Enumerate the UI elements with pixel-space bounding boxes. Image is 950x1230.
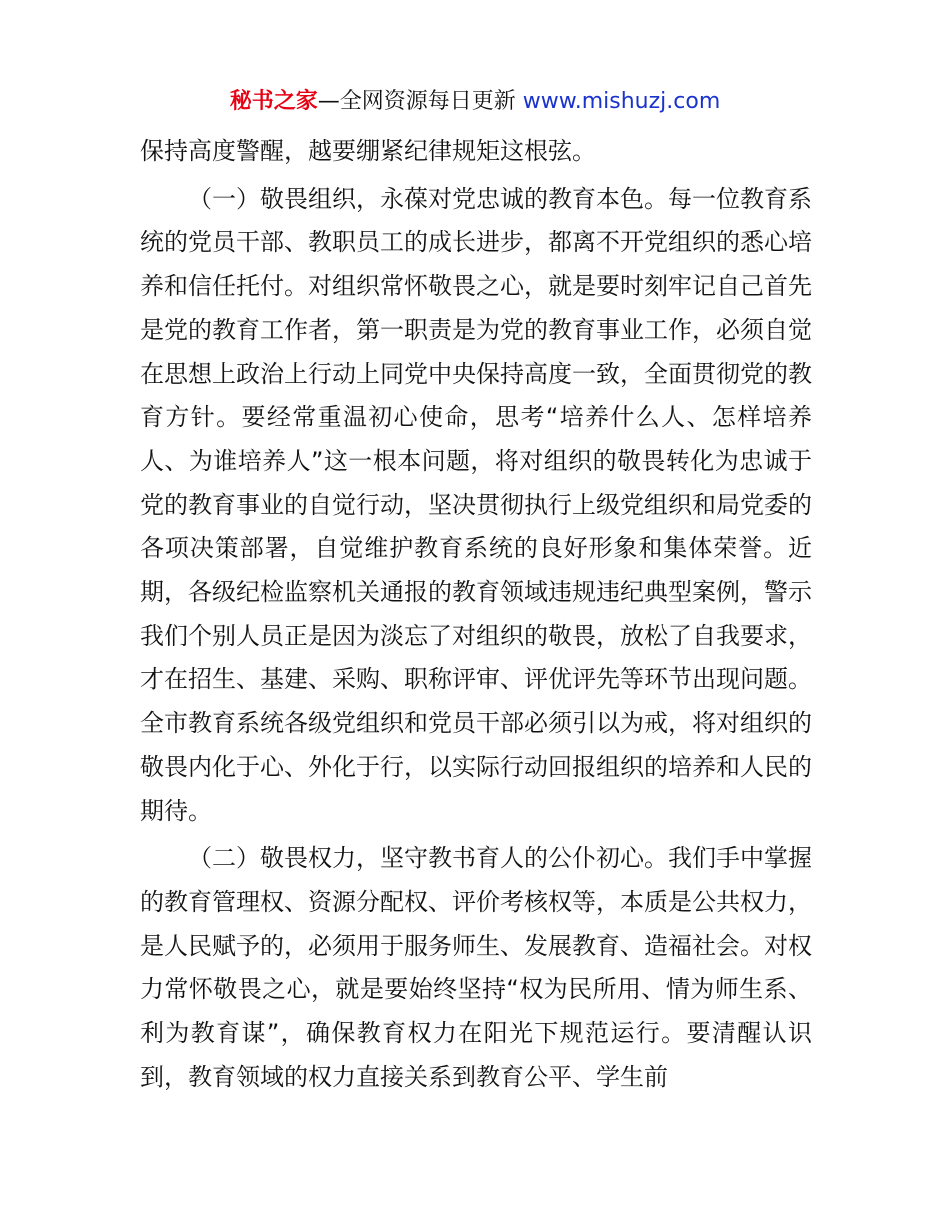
header-tagline: —全网资源每日更新 [317,89,523,114]
document-body [140,130,812,1099]
paragraph-respect-power: （二）敬畏权力，坚守教书育人的公仆初心。我们手中掌握的教育管理权、资源分配权、评价考核权等，本质是公共权力，是人民赋予的，必须用于服务师生、发展教育、造福社会。对权力常怀敬畏之心，就是要始终坚持“权为民所用、情为师生系、利为教育谋”，确保教育权力在阳光下规范运行。要清醒认识到，教育领域的权力直接关系到教育公平、学生前 [140,844,812,1091]
header-brand: 秘书之家 [229,89,318,114]
header-url-link[interactable]: www.mishuzj.com [522,89,721,114]
paragraph-continuation: 保持高度警醒，越要绷紧纪律规矩这根弦。 [140,137,596,165]
page-header [0,86,950,118]
paragraph-respect-organization: （一）敬畏组织，永葆对党忠诚的教育本色。每一位教育系统的党员干部、教职员工的成长进步，都离不开党组织的悉心培养和信任托付。对组织常怀敬畏之心，就是要时刻牢记自己首先是党的教育工作者，第一职责是为党的教育事业工作，必须自觉在思想上政治上行动上同党中央保持高度一致，全面贯彻党的教育方针。要经常重温初心使命，思考“培养什么人、怎样培养人、为谁培养人”这一根本问题，将对组织的敬畏转化为忠诚于党的教育事业的自觉行动，坚决贯彻执行上级党组织和局党委的各项决策部署，自觉维护教育系统的良好形象和集体荣誉。近期，各级纪检监察机关通报的教育领域违规违纪典型案例，警示我们个别人员正是因为淡忘了对组织的敬畏，放松了自我要求，才在招生、基建、采购、职称评审、评优评先等环节出现问题。全市教育系统各级党组织和党员干部必须引以为戒，将对组织的敬畏内化于心、外化于行，以实际行动回报组织的培养和人民的期待。 [140,184,812,825]
